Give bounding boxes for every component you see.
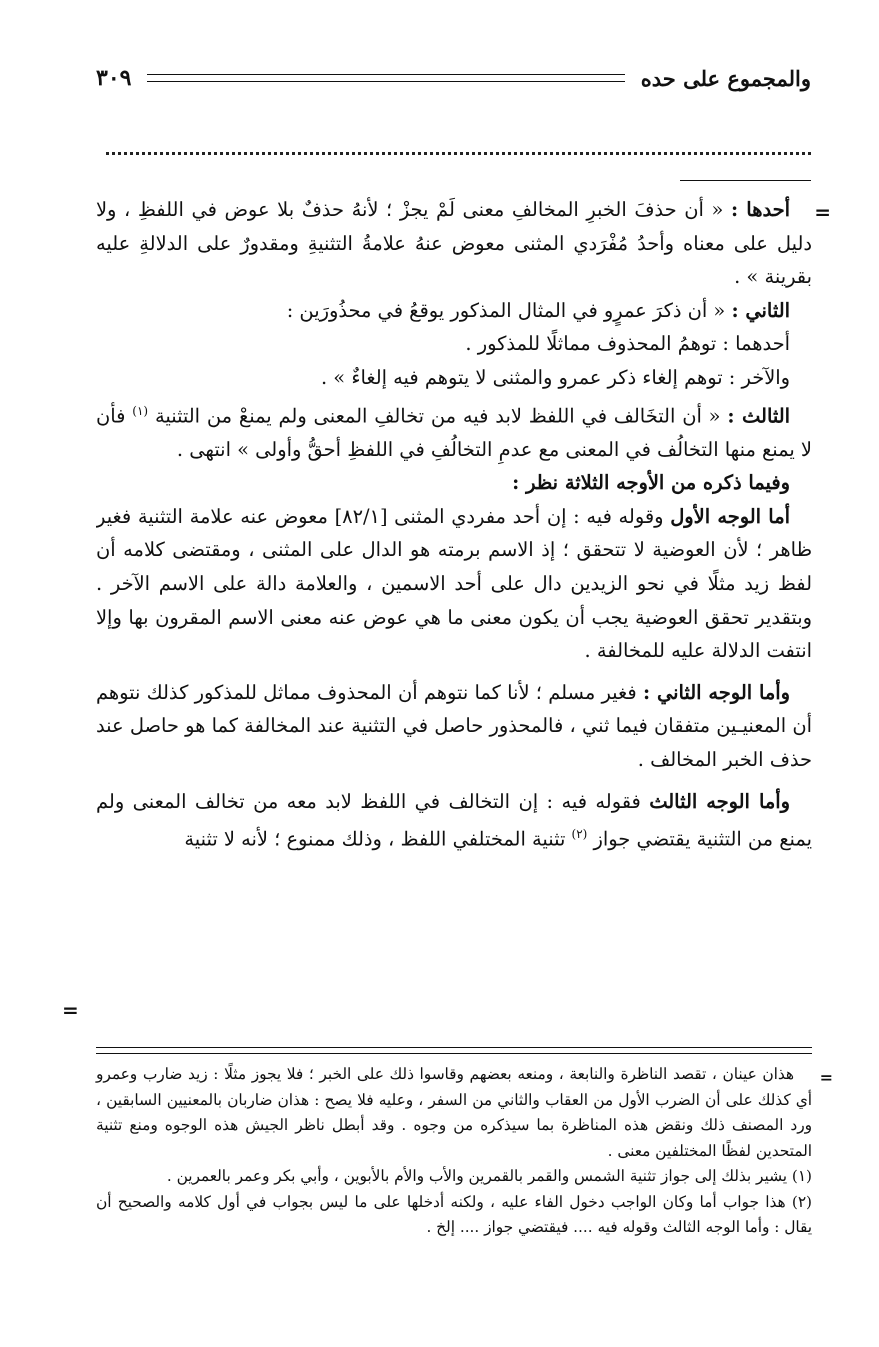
paragraph-first-aspect — [96, 193, 812, 294]
footnote-continued: هذان عينان ، تقصد الناظرة والنابعة ، ومنعه بعضهم وقاسوا ذلك على الخبر ؛ فلا يجوز مثلًا : زيد ضارب وعمرو أي كذلك على أن الضرب الأول من العقاب والثاني من السفر ، وعليه فلا يصح : هذان ضاربان بالمعنيين السابقين ، ورد المصنف ذلك ونقض هذه المناظرة بما سيذكره من وجوه . وقد أبطل ناظر الجيش هذه الوجوه ومنع تثنية المتحدين لفظًا المختلفين معنى . — [96, 1065, 812, 1160]
paragraph-text: فغير مسلم ؛ لأنا كما نتوهم أن المحذوف مماثل للمذكور كذلك نتوهم أن المعنيـين متفقان فيما ثني ، فالمحذور حاصل في التثنية عند المخالفة كما هو حاصل عند حذف الخبر المخالف . — [96, 680, 812, 771]
paragraph-label: الثاني : — [731, 298, 790, 322]
footnote-continuation-mark: = — [819, 1068, 833, 1087]
paragraph-text: « أن حذفَ الخبرِ المخالفِ معنى لَمْ يجزْ ؛ لأنهُ حذفٌ بلا عوض في اللفظِ ، ولا دليل على معناه وأحدُ مُفْرَدي المثنى معوض عنهُ علامةُ التثنيةِ ومقدورٌ على الدلالةِ عليه بقرينة » . — [96, 198, 812, 289]
paragraph-third-aspect — [96, 395, 812, 467]
paragraph-label: أما الوجه الأول — [670, 504, 790, 528]
paragraph-text: « أن التخَالف في اللفظ لابد فيه من تخالفِ المعنى ولم يمنعْ من التثنية — [154, 404, 721, 428]
footnote-ref-1[interactable]: (١) — [132, 403, 149, 418]
paragraph-critique-intro — [96, 466, 812, 500]
footnote-ref-2[interactable]: (٢) — [571, 827, 588, 842]
page-header — [96, 60, 811, 96]
footnote-separator — [96, 1047, 812, 1054]
footnote-2: (٢) هذا جواب أما وكان الواجب دخول الفاء عليه ، ولكنه أدخلها على ما ليس بجواب في أول كلامه والصحيح أن يقال : وأما الوجه الثالث وقوله فيه .... فيقتضي جواز .... إلخ . — [96, 1192, 812, 1236]
paragraph-text: فقوله فيه : إن التخالف في اللفظ لابد معه من تخالف المعنى ولم يمنع من التثنية يقتضي جواز — [96, 789, 812, 851]
paragraph-text: « أن ذكرَ عمرٍو في المثال المذكور يوقعُ في محذُورَين : — [286, 298, 726, 322]
main-text — [96, 193, 812, 1033]
paragraph-second-aspect — [96, 294, 812, 328]
paragraph-label: وأما الوجه الثاني : — [642, 680, 791, 704]
paragraph-critique-third — [96, 785, 812, 857]
paragraph-critique-first — [96, 500, 812, 668]
continuation-mark-bottom: = — [62, 998, 79, 1022]
running-title: والمجموع على حده — [640, 65, 811, 91]
paragraph-critique-second — [96, 676, 812, 777]
page-number: ٣٠٩ — [96, 65, 132, 91]
paragraph-label: أحدها : — [730, 198, 790, 221]
paragraph-first-concern — [96, 327, 812, 361]
paragraph-text: أحدهما : توهمُ المحذوف مماثلًا للمذكور . — [465, 332, 790, 356]
paragraph-text: وقوله فيه : إن أحد مفردي المثنى [٨٢/١] معوض عنه علامة التثنية فغير ظاهر ؛ لأن العوضية لا تتحقق ؛ إذ الاسم برمته هو الدال على المثنى ، ومقتضى كلامه أن لفظ زيد مثلًا في نحو الزيدين دال على أحد الاسمين ، والعلامة دالة على الاسم الآخر . وبتقدير تحقق العوضية يجب أن يكون معنى ما هي عوض عنه معنى الاسم المقرون بها وإلا انتفت الدلالة عليه للمخالفة . — [96, 504, 812, 663]
dotted-separator — [106, 152, 811, 155]
paragraph-second-concern — [96, 361, 812, 395]
paragraph-label: الثالث : — [727, 404, 791, 428]
paragraph-label: وأما الوجه الثالث — [649, 789, 790, 813]
paragraph-text: فأن لا يمنع منها التخالُف في المعنى مع عدمِ التخالُفِ في اللفظِ أحقُّ وأولى » انتهى . — [96, 404, 812, 461]
header-rule — [147, 74, 624, 82]
short-separator — [680, 180, 811, 181]
paragraph-text: والآخر : توهم إلغاء ذكر عمرو والمثنى لا يتوهم فيه إلغاءٌ » . — [320, 365, 790, 389]
continuation-mark-top: = — [814, 200, 831, 224]
paragraph-text: وفيما ذكره من الأوجه الثلاثة نظر : — [512, 471, 790, 495]
paragraph-text: تثنية المختلفي اللفظ ، وذلك ممنوع ؛ لأنه لا تثنية — [184, 827, 566, 851]
footnotes — [96, 1062, 812, 1241]
footnote-1: (١) يشير بذلك إلى جواز تثنية الشمس والقمر بالقمرين والأب والأم بالأبوين ، وأبي بكر وعمر بالعمرين . — [166, 1167, 812, 1185]
